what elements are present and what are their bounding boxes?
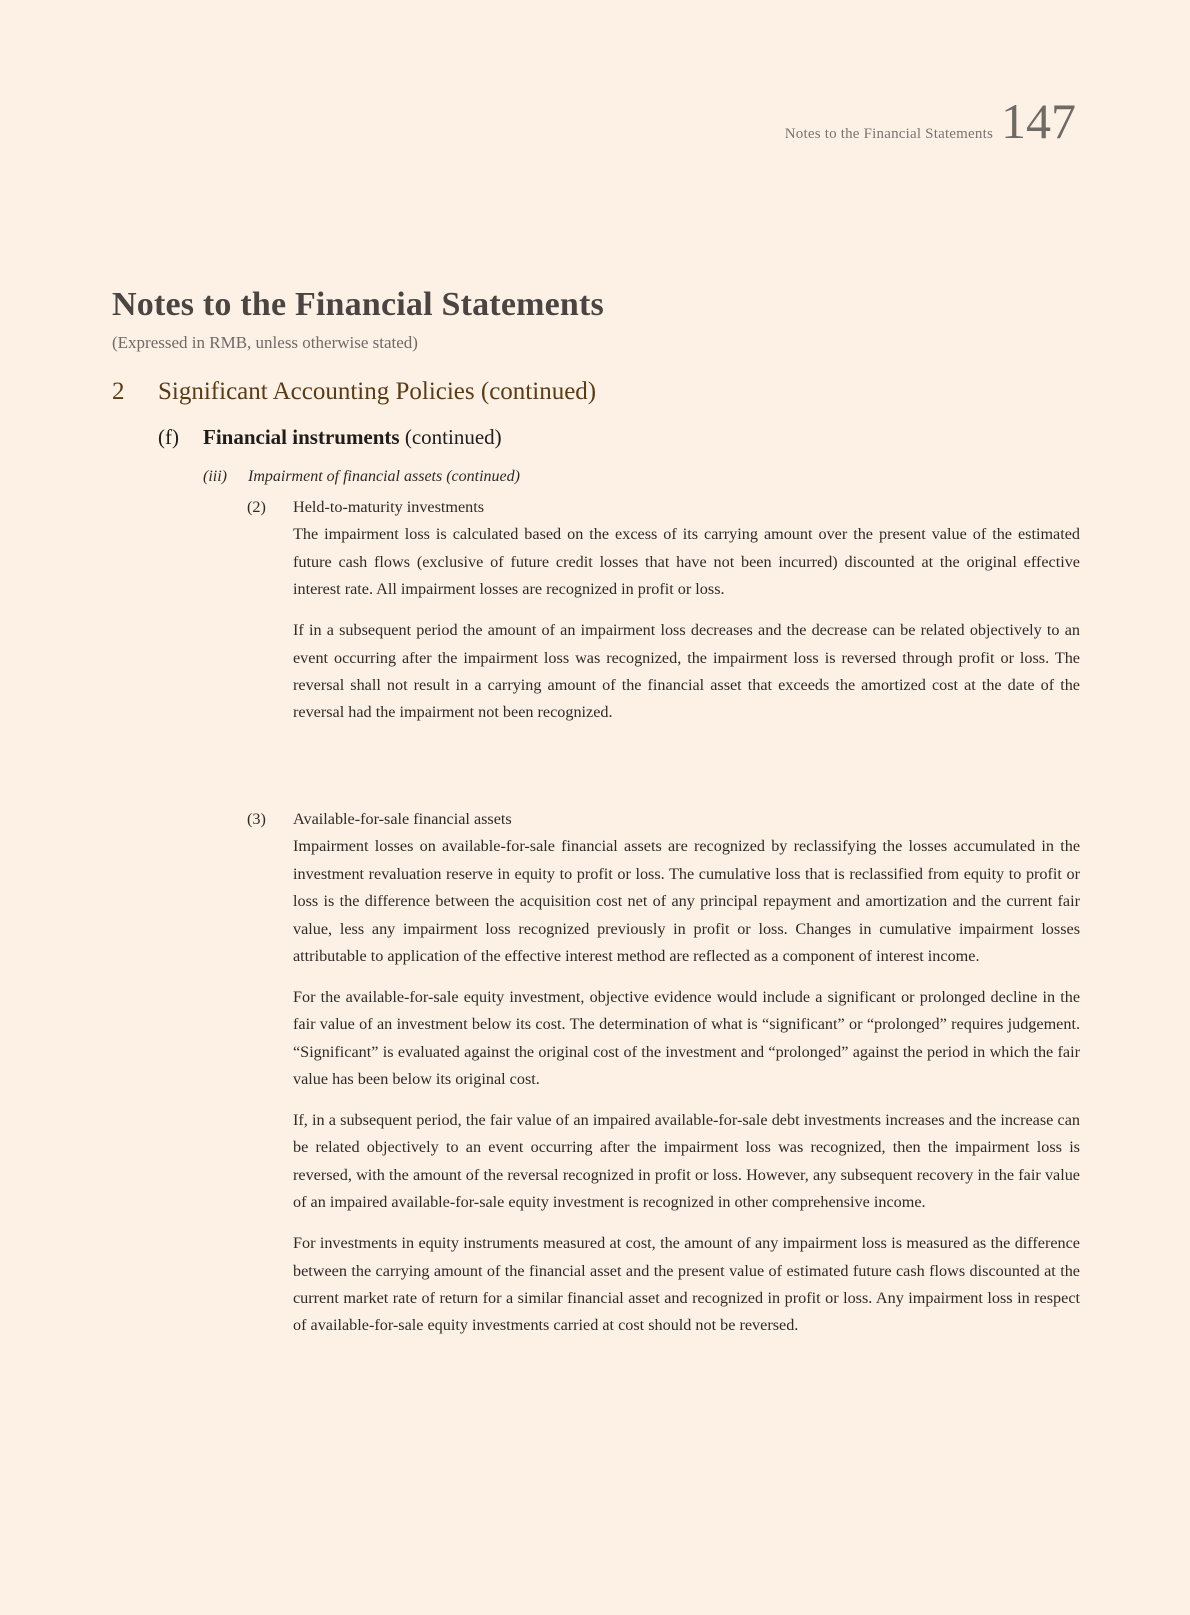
section-heading bbox=[112, 378, 596, 406]
subsection-suffix: (continued) bbox=[399, 425, 502, 449]
paragraph: Impairment losses on available-for-sale financial assets are recognized by reclassifying the losses accumulated in the investment revaluation reserve in equity to profit or loss. The cumulative loss that is reclassified from equity to profit or loss is the difference between the acquisition cost net of any principal repayment and amortization and the current fair value, less any impairment loss recognized previously in profit or loss. Changes in cumulative impairment losses attributable to application of the effective interest method are reflected as a component of interest income. bbox=[293, 837, 1080, 966]
page-title: Notes to the Financial Statements bbox=[112, 286, 604, 323]
paragraph: If, in a subsequent period, the fair value of an impaired available-for-sale debt investments increases and the increase can be related objectively to an event occurring after the impairment loss was recognized, then the impairment loss is reversed, with the amount of the reversal recognized in profit or loss. However, any subsequent recovery in the fair value of an impaired available-for-sale equity investment is recognized in other comprehensive income. bbox=[293, 1111, 1080, 1212]
running-header bbox=[784, 93, 1076, 149]
subsubsection-number: (iii) bbox=[203, 468, 227, 485]
item-title: Held-to-maturity investments bbox=[293, 498, 485, 516]
page-number: 147 bbox=[1001, 93, 1076, 149]
item-available-for-sale bbox=[247, 806, 1080, 1353]
page-subtitle: (Expressed in RMB, unless otherwise stated) bbox=[112, 333, 418, 352]
paragraph: For investments in equity instruments measured at cost, the amount of any impairment loss is measured as the difference between the carrying amount of the financial asset and the present value of estimated future cash flows discounted at the current market rate of return for a similar financial asset and recognized in profit or loss. Any impairment loss in respect of available-for-sale equity investments carried at cost should not be reversed. bbox=[293, 1234, 1080, 1335]
section-title: Significant Accounting Policies (continued) bbox=[158, 378, 597, 405]
item-number: (2) bbox=[247, 498, 266, 516]
item-body bbox=[293, 521, 1080, 726]
paragraph: The impairment loss is calculated based on the excess of its carrying amount over the present value of the estimated future cash flows (exclusive of future credit losses that have not been incurred) discounted at the original effective interest rate. All impairment losses are recognized in profit or loss. bbox=[293, 525, 1080, 599]
subsection-letter: (f) bbox=[158, 425, 179, 449]
item-number: (3) bbox=[247, 810, 266, 828]
item-title: Available-for-sale financial assets bbox=[293, 810, 512, 828]
subsection-title: Financial instruments bbox=[203, 425, 400, 449]
subsubsection-title: Impairment of financial assets (continued) bbox=[248, 468, 520, 485]
running-header-label: Notes to the Financial Statements bbox=[784, 126, 993, 142]
paragraph: If in a subsequent period the amount of an impairment loss decreases and the decrease can be related objectively to an event occurring after the impairment loss was recognized, the impairment loss is reversed through profit or loss. The reversal shall not result in a carrying amount of the financial asset that exceeds the amortized cost at the date of the reversal had the impairment not been recognized. bbox=[293, 621, 1080, 722]
item-heading bbox=[247, 806, 1080, 833]
item-held-to-maturity bbox=[247, 494, 1080, 740]
section-number: 2 bbox=[112, 378, 125, 405]
paragraph: For the available-for-sale equity investment, objective evidence would include a significant or prolonged decline in the fair value of an investment below its cost. The determination of what is “significant” or “prolonged” requires judgement. “Significant” is evaluated against the original cost of the investment and “prolonged” against the period in which the fair value has been below its original cost. bbox=[293, 987, 1080, 1089]
subsection-heading bbox=[158, 425, 502, 450]
item-body bbox=[293, 833, 1080, 1339]
item-heading bbox=[247, 494, 1080, 521]
subsubsection-heading bbox=[203, 468, 520, 486]
